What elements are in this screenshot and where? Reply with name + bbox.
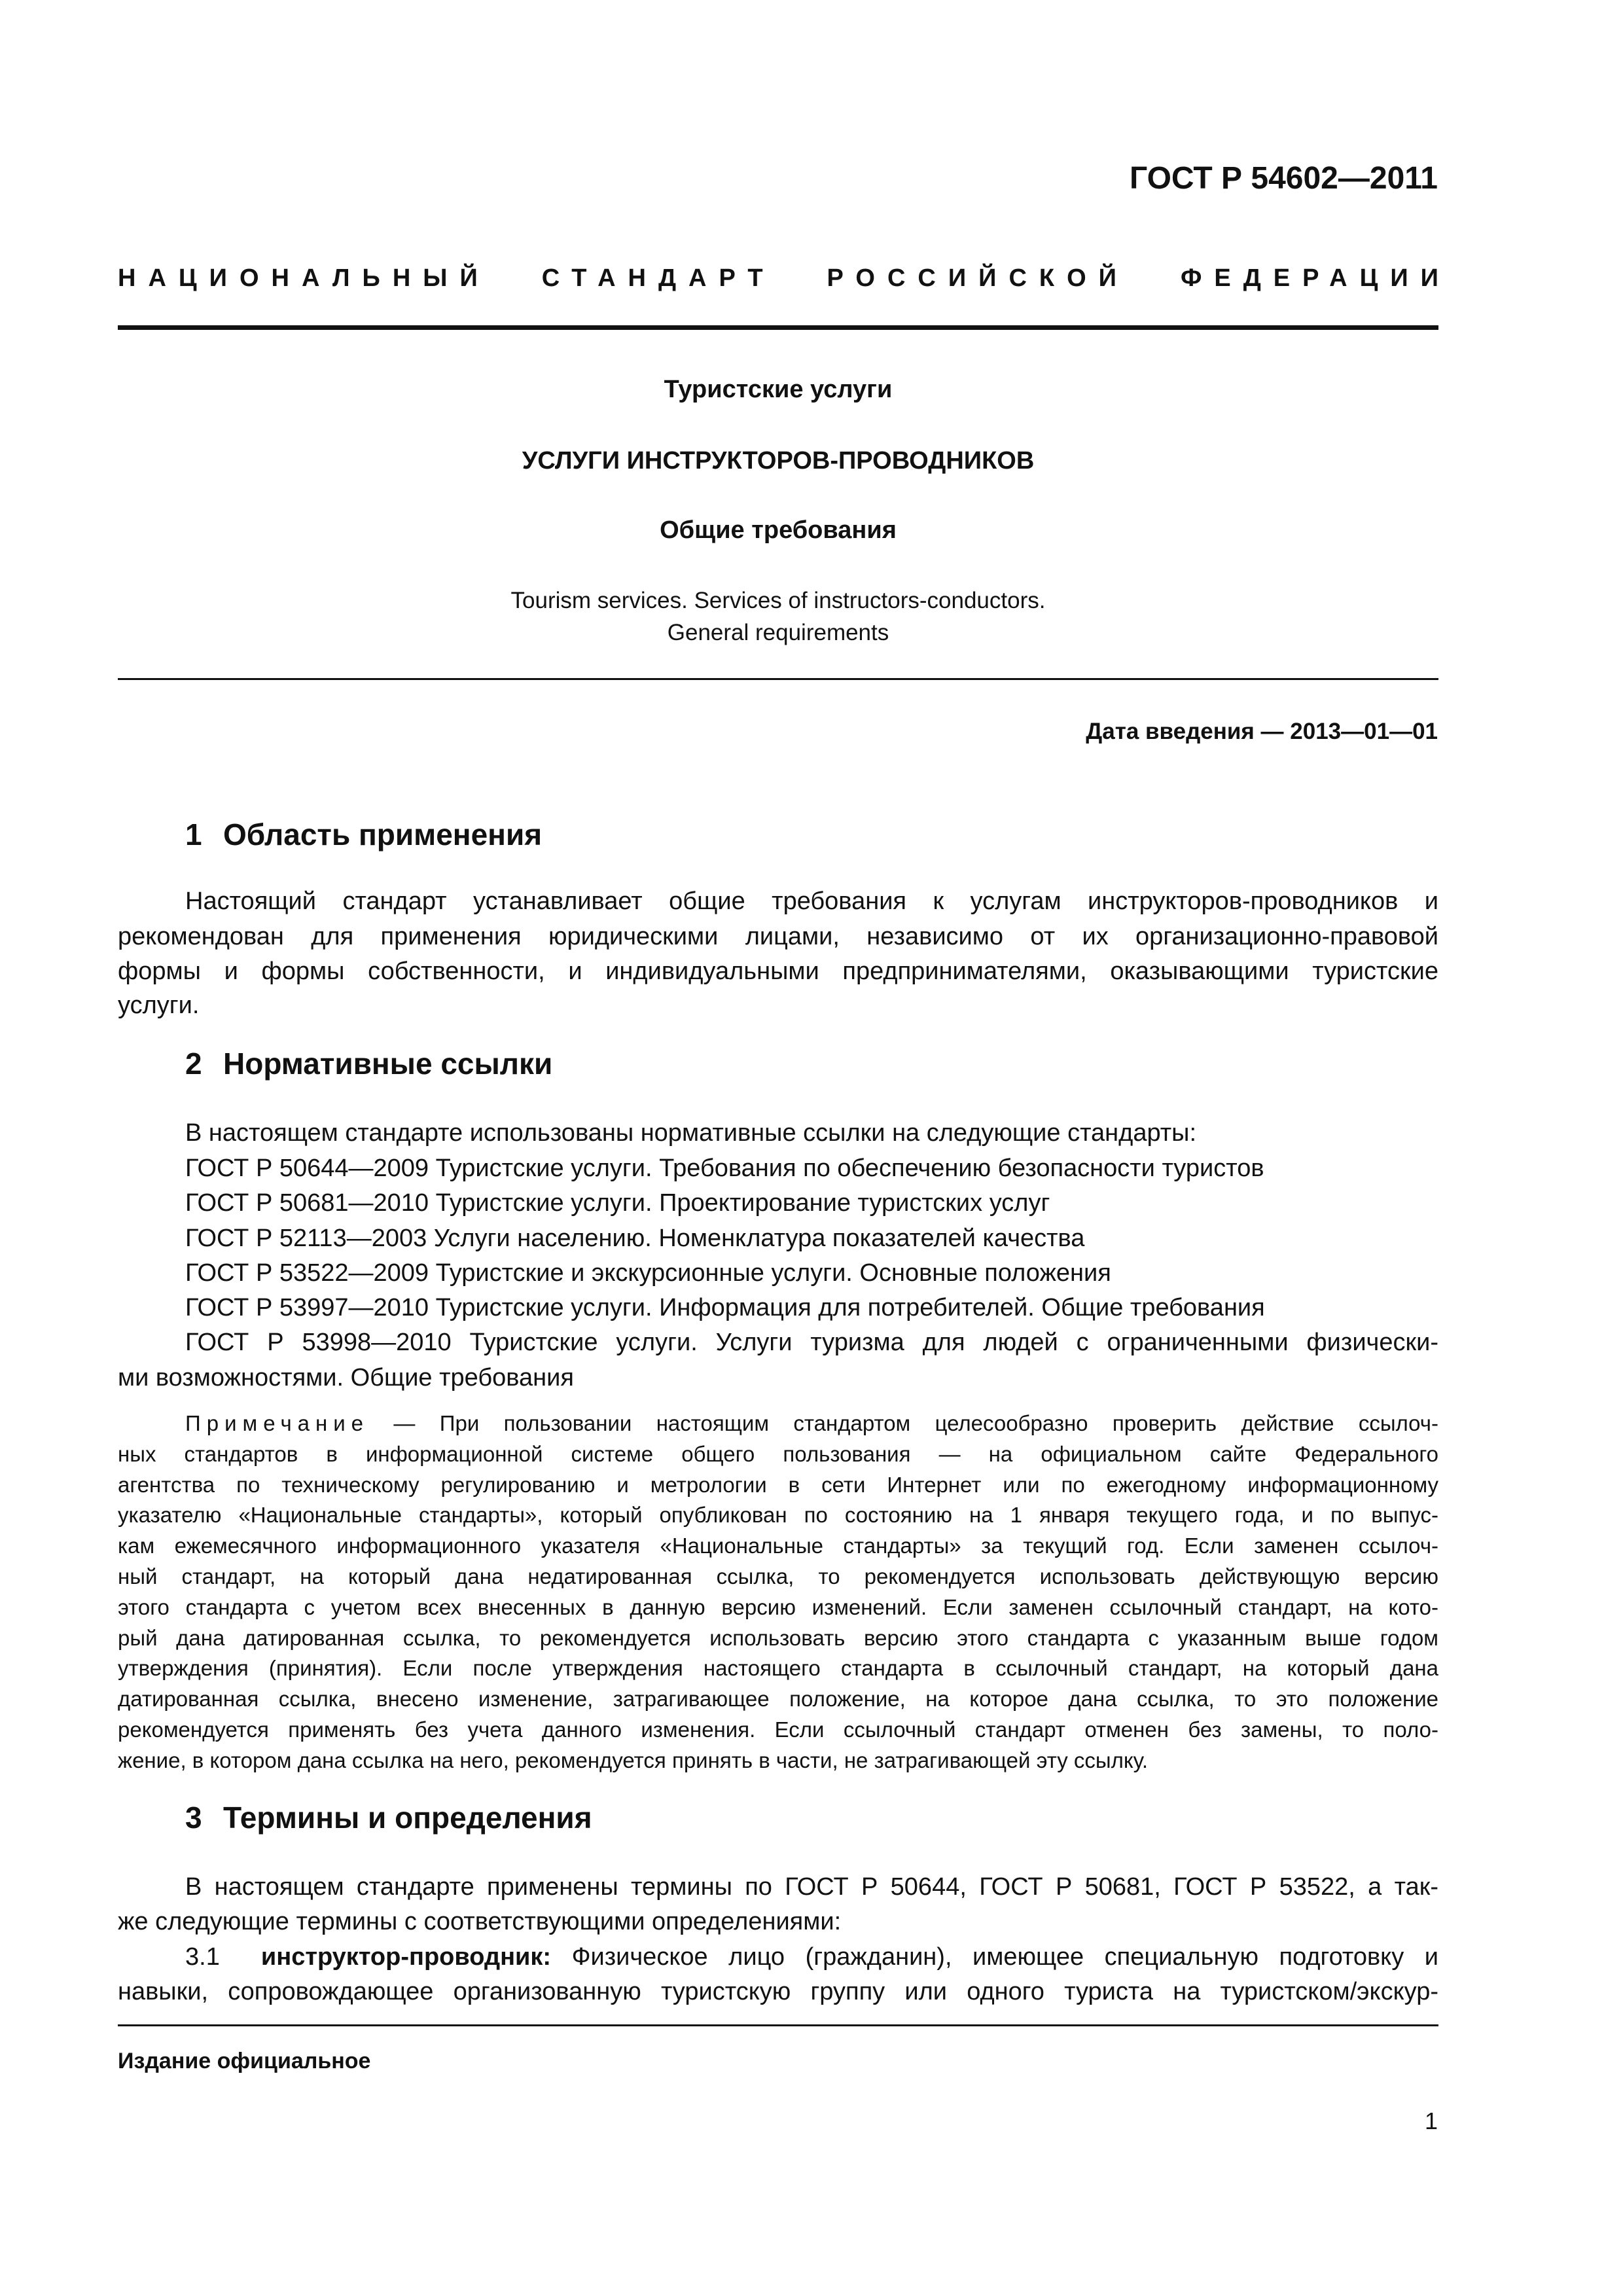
paragraph-line: рекомендован для применения юридическими лицами, независимо от их организационно-правовой bbox=[118, 923, 1438, 950]
header-word: НАЦИОНАЛЬНЫЙ bbox=[118, 264, 490, 292]
section-title: Термины и определения bbox=[223, 1801, 592, 1835]
section-heading bbox=[185, 1046, 552, 1081]
reference-item: ГОСТ Р 50644—2009 Туристские услуги. Требования по обеспечению безопасности туристов bbox=[185, 1155, 1264, 1182]
header-word: ФЕДЕРАЦИИ bbox=[1180, 264, 1451, 292]
term-definition: Физическое лицо (гражданин), имеющее специальную подготовку и bbox=[551, 1943, 1438, 1971]
national-standard-header bbox=[118, 264, 1451, 293]
note-line: этого стандарта с учетом всех внесенных в данную версию изменений. Если заменен ссылочный стандарт, на кото- bbox=[118, 1595, 1438, 1619]
paragraph-line: В настоящем стандарте использованы нормативные ссылки на следующие стандарты: bbox=[185, 1119, 1197, 1147]
section-heading bbox=[185, 817, 542, 852]
paragraph-line: же следующие термины с соответствующими определениями: bbox=[118, 1908, 842, 1935]
section-number: 3 bbox=[185, 1801, 202, 1835]
term-definition-line bbox=[185, 1945, 1438, 1969]
note-line: указателю «Национальные стандарты», который опубликован по состоянию на 1 января текущего года, и по выпус- bbox=[118, 1503, 1438, 1527]
note-first-line bbox=[185, 1412, 1438, 1434]
note-line: датированная ссылка, внесено изменение, затрагивающее положение, на которое дана ссылка, то это положение bbox=[118, 1687, 1438, 1711]
term-name: инструктор-проводник: bbox=[260, 1943, 552, 1971]
page-number: 1 bbox=[1424, 2108, 1438, 2134]
section-title: Нормативные ссылки bbox=[223, 1047, 553, 1081]
header-divider bbox=[118, 325, 1438, 330]
reference-continuation: ми возможностями. Общие требования bbox=[118, 1364, 574, 1391]
reference-item: ГОСТ Р 53997—2010 Туристские услуги. Информация для потребителей. Общие требования bbox=[185, 1294, 1265, 1321]
title-divider bbox=[118, 678, 1438, 680]
title-group: Туристские услуги bbox=[664, 376, 893, 403]
note-line: утверждения (принятия). Если после утверждения настоящего стандарта в ссылочный стандарт, на который дана bbox=[118, 1656, 1438, 1680]
paragraph-line: В настоящем стандарте применены термины по ГОСТ Р 50644, ГОСТ Р 50681, ГОСТ Р 53522, а так- bbox=[185, 1873, 1438, 1901]
note-line: рекомендуется применять без учета данного изменения. Если ссылочный стандарт отменен без замены, то поло- bbox=[118, 1717, 1438, 1742]
term-definition-line: навыки, сопровождающее организованную туристскую группу или одного туриста на туристском/экскур- bbox=[118, 1978, 1438, 2005]
reference-item: ГОСТ Р 53522—2009 Туристские и экскурсионные услуги. Основные положения bbox=[185, 1259, 1111, 1287]
paragraph-line: услуги. bbox=[118, 992, 200, 1019]
reference-item: ГОСТ Р 50681—2010 Туристские услуги. Проектирование туристских услуг bbox=[185, 1189, 1050, 1217]
paragraph-line: формы и формы собственности, и индивидуальными предпринимателями, оказывающими туристские bbox=[118, 958, 1438, 985]
official-edition-label: Издание официальное bbox=[118, 2049, 371, 2073]
note-line: кам ежемесячного информационного указателя «Национальные стандарты» за текущий год. Если заменен ссылоч- bbox=[118, 1534, 1438, 1558]
page-subtitle: Общие требования bbox=[660, 516, 897, 544]
english-title-line: General requirements bbox=[667, 620, 889, 645]
note-label: Примечание bbox=[185, 1411, 370, 1435]
page-title: УСЛУГИ ИНСТРУКТОРОВ-ПРОВОДНИКОВ bbox=[522, 447, 1035, 475]
header-word: РОССИЙСКОЙ bbox=[827, 264, 1129, 292]
document-number: ГОСТ Р 54602—2011 bbox=[1130, 161, 1438, 196]
note-line: жение, в котором дана ссылка на него, рекомендуется принять в части, не затрагивающей эту ссылку. bbox=[118, 1748, 1149, 1772]
footer-divider bbox=[118, 2024, 1438, 2026]
note-line: ных стандартов в информационной системе общего пользования — на официальном сайте Федерального bbox=[118, 1442, 1438, 1466]
reference-item: ГОСТ Р 52113—2003 Услуги населению. Номенклатура показателей качества bbox=[185, 1225, 1085, 1252]
note-line: агентства по техническому регулированию и метрологии в сети Интернет или по ежегодному информационному bbox=[118, 1473, 1438, 1497]
note-line: ный стандарт, на который дана недатированная ссылка, то рекомендуется использовать действующую версию bbox=[118, 1564, 1438, 1588]
term-number: 3.1 bbox=[185, 1943, 220, 1971]
english-title-line: Tourism services. Services of instructors-conductors. bbox=[510, 588, 1046, 613]
note-line: рый дана датированная ссылка, то рекомендуется использовать версию этого стандарта с указанным выше годом bbox=[118, 1626, 1438, 1650]
effective-date: Дата введения — 2013—01—01 bbox=[1086, 719, 1438, 744]
section-title: Область применения bbox=[223, 817, 543, 852]
note-text: — При пользовании настоящим стандартом целесообразно проверить действие ссылоч- bbox=[369, 1411, 1438, 1435]
paragraph-line: Настоящий стандарт устанавливает общие требования к услугам инструкторов-проводников и bbox=[185, 888, 1438, 915]
header-word: СТАНДАРТ bbox=[541, 264, 776, 292]
section-number: 1 bbox=[185, 817, 202, 852]
section-number: 2 bbox=[185, 1047, 202, 1081]
reference-item: ГОСТ Р 53998—2010 Туристские услуги. Услуги туризма для людей с ограниченными физически- bbox=[185, 1329, 1438, 1356]
section-heading bbox=[185, 1800, 592, 1835]
